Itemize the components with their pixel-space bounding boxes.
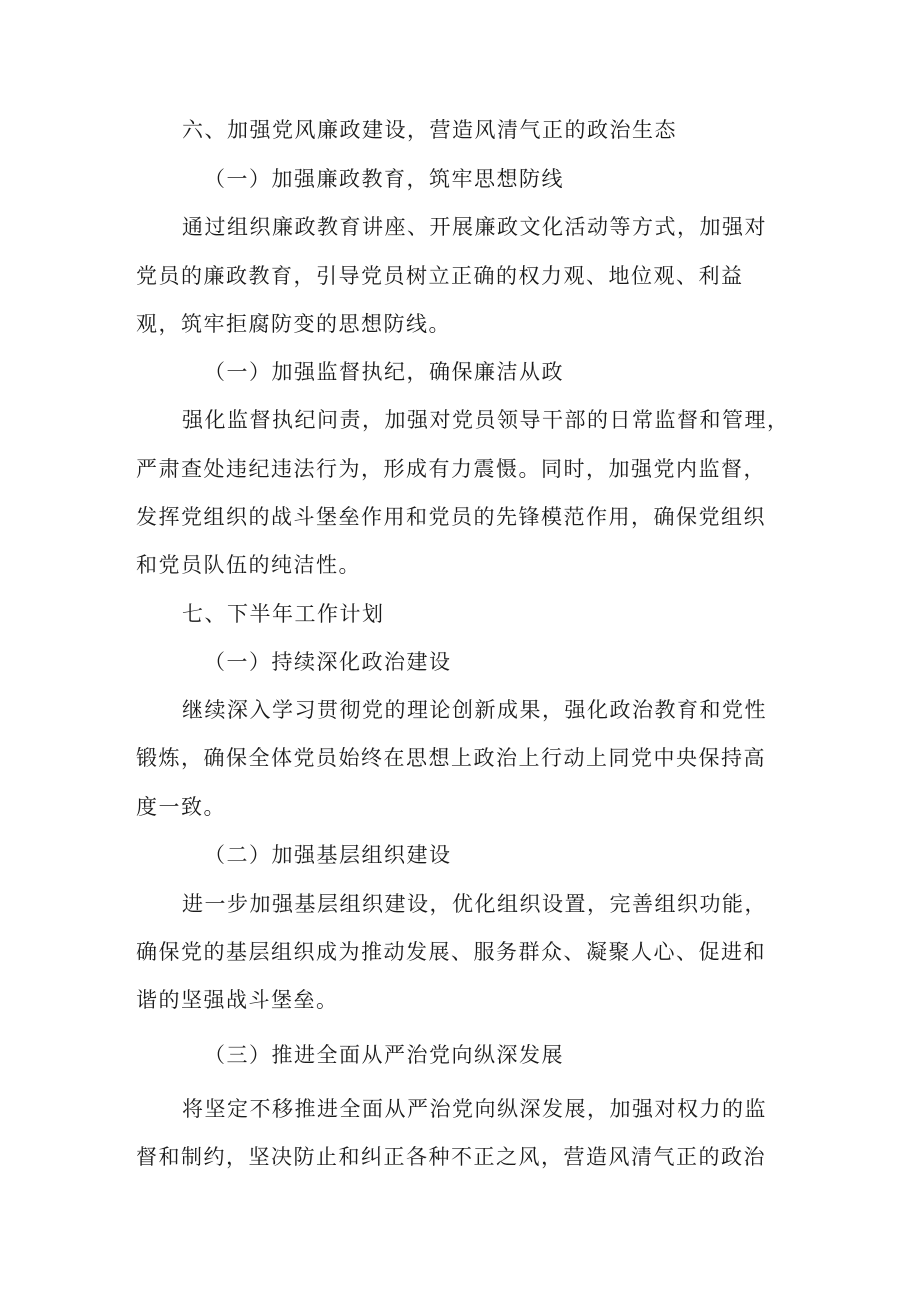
paragraph-line: 严肃查处违纪违法行为，形成有力震慑。同时，加强党内监督， — [136, 457, 766, 481]
subsection-heading: （一）加强廉政教育，筑牢思想防线 — [204, 167, 564, 191]
subsection-heading: （二）加强基层组织建设 — [204, 843, 452, 867]
paragraph-line: 继续深入学习贯彻党的理论创新成果，强化政治教育和党性 — [182, 698, 767, 722]
paragraph-line: 度一致。 — [136, 795, 226, 819]
paragraph-line: 观，筑牢拒腐防变的思想防线。 — [136, 312, 451, 336]
paragraph-line: 发挥党组织的战斗堡垒作用和党员的先锋模范作用，确保党组织 — [136, 505, 766, 529]
paragraph-line: 党员的廉政教育，引导党员树立正确的权力观、地位观、利益 — [136, 264, 744, 288]
paragraph-line: 确保党的基层组织成为推动发展、服务群众、凝聚人心、促进和 — [136, 940, 766, 964]
paragraph-line: 和党员队伍的纯洁性。 — [136, 553, 361, 577]
paragraph-line: 通过组织廉政教育讲座、开展廉政文化活动等方式，加强对 — [182, 215, 767, 239]
paragraph-line: 将坚定不移推进全面从严治党向纵深发展，加强对权力的监 — [182, 1097, 767, 1121]
section-heading-7: 七、下半年工作计划 — [182, 602, 385, 626]
section-heading-6: 六、加强党风廉政建设，营造风清气正的政治生态 — [182, 118, 677, 142]
paragraph-line: 督和制约，坚决防止和纠正各种不正之风，营造风清气正的政治 — [136, 1145, 766, 1169]
subsection-heading: （一）持续深化政治建设 — [204, 650, 452, 674]
paragraph-line: 进一步加强基层组织建设，优化组织设置，完善组织功能， — [182, 892, 767, 916]
subsection-heading: （三）推进全面从严治党向纵深发展 — [204, 1043, 564, 1067]
paragraph-line: 锻炼，确保全体党员始终在思想上政治上行动上同党中央保持高 — [136, 746, 766, 770]
paragraph-line: 强化监督执纪问责，加强对党员领导干部的日常监督和管理， — [182, 408, 790, 432]
subsection-heading: （一）加强监督执纪，确保廉洁从政 — [204, 360, 564, 384]
paragraph-line: 谐的坚强战斗堡垒。 — [136, 988, 339, 1012]
